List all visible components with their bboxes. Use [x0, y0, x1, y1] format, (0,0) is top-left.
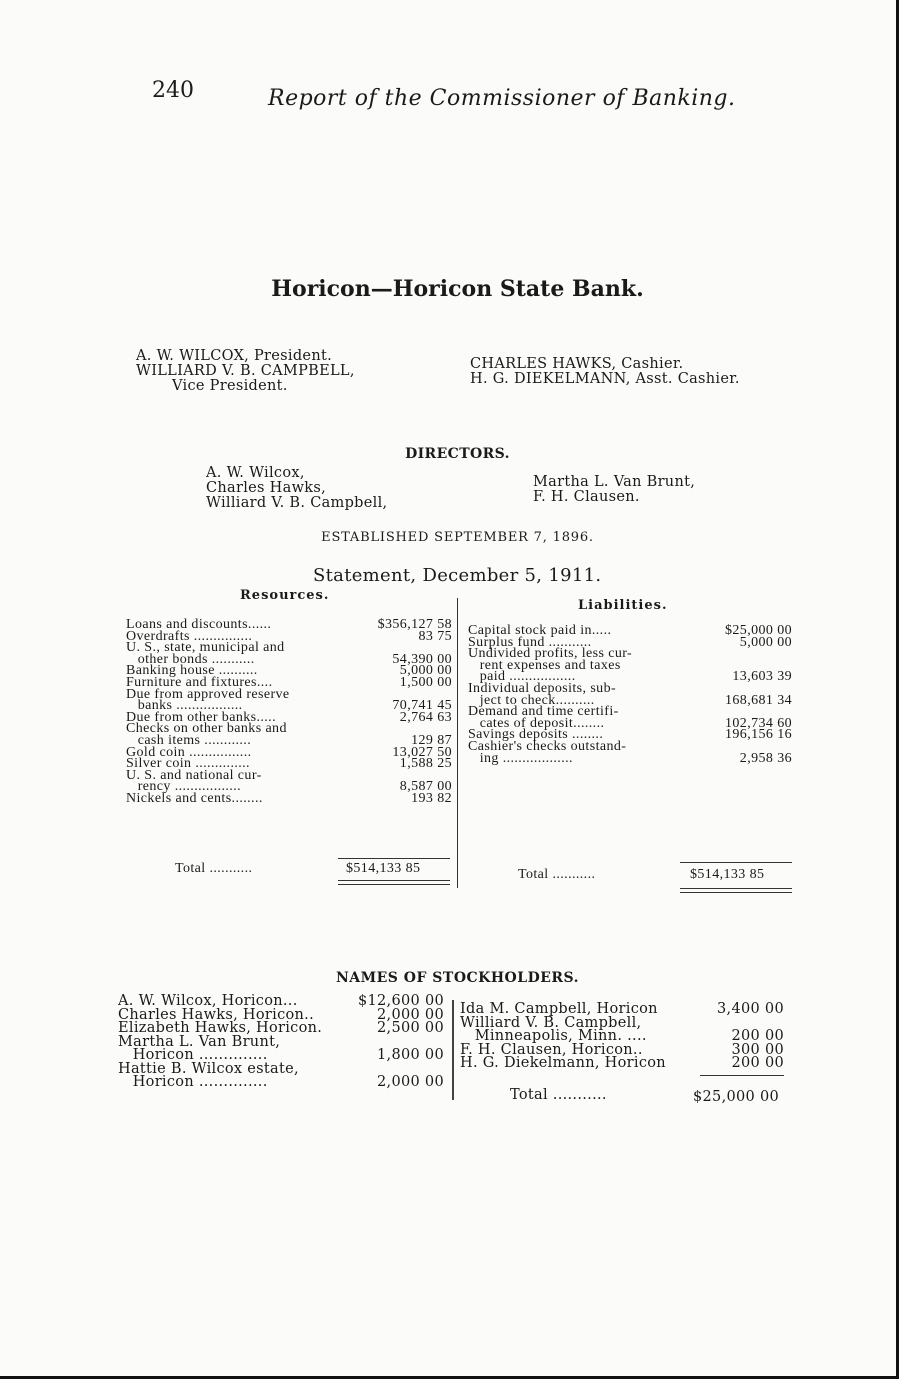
stockholders-total-label: Total ........... — [510, 1087, 607, 1103]
stockholder-amount: 2,000 00 — [377, 1006, 444, 1023]
ledger-label: Loans and discounts...... — [126, 617, 272, 632]
director-name: Charles Hawks, — [206, 480, 327, 496]
ledger-label: Furniture and fixtures.... — [126, 674, 273, 690]
stockholder-name: Horicon .............. — [118, 1074, 268, 1090]
stockholder-amount: 2,000 00 — [377, 1074, 444, 1090]
ledger-label: Due from other banks..... — [126, 709, 276, 725]
bank-title: Horicon—Horicon State Bank. — [271, 276, 644, 302]
ledger-amount: 5,000 00 — [739, 634, 792, 650]
ledger-label: Due from approved reserve — [126, 686, 290, 702]
ledger-label: ject to check.......... — [468, 692, 595, 708]
director-name: A. W. Wilcox, — [206, 465, 305, 481]
resources-total: $514,133 85 — [346, 861, 421, 876]
stockholders-total: $25,000 00 — [693, 1089, 780, 1105]
resources-heading: Resources. — [240, 588, 330, 603]
stockholder-name: H. G. Diekelmann, Horicon — [460, 1055, 666, 1071]
resources-list — [126, 619, 454, 805]
double-rule — [338, 880, 450, 881]
director-name: Martha L. Van Brunt, — [533, 474, 696, 490]
stockholder-amount: 1,800 00 — [377, 1047, 444, 1063]
stockholder-name: Williard V. B. Campbell, — [460, 1014, 642, 1031]
ledger-label: Capital stock paid in..... — [468, 623, 612, 638]
stockholder-name: Ida M. Campbell, Horicon — [460, 1001, 658, 1017]
officer-vice-president-title: Vice President. — [172, 378, 288, 394]
ledger-amount: 13,027 50 — [392, 744, 452, 760]
ledger-label: Gold coin ................ — [126, 744, 252, 760]
total-rule — [700, 1075, 784, 1076]
ledger-label: Nickels and cents........ — [126, 790, 263, 806]
statement-title: Statement, December 5, 1911. — [313, 565, 602, 586]
ledger-amount: 102,734 60 — [725, 715, 792, 731]
ledger-label: banks ................. — [126, 698, 243, 714]
ledger-amount: 54,390 00 — [392, 651, 452, 667]
ledger-row — [126, 790, 454, 806]
stockholder-amount: 3,400 00 — [717, 1001, 784, 1017]
ledger-amount: 8,587 00 — [399, 779, 452, 795]
stockholder-name: Minneapolis, Minn. .... — [460, 1028, 647, 1044]
ledger-label: cash items ............ — [126, 732, 252, 748]
stockholder-amount: 200 00 — [731, 1028, 784, 1044]
column-divider — [457, 598, 458, 888]
ledger-label: paid ................. — [468, 669, 576, 685]
ledger-label: other bonds ........... — [126, 651, 255, 667]
officer-president: A. W. WILCOX, President. — [136, 348, 332, 364]
stockholders-left — [118, 995, 446, 1090]
ledger-amount: 5,000 00 — [399, 663, 452, 679]
liabilities-list — [468, 625, 794, 764]
liabilities-total: $514,133 85 — [690, 867, 765, 882]
total-rule — [680, 862, 792, 863]
directors-heading: DIRECTORS. — [405, 446, 510, 462]
double-rule — [680, 888, 792, 889]
ledger-amount: 2,764 63 — [399, 709, 452, 725]
officers-left — [136, 349, 355, 394]
ledger-amount: 83 75 — [418, 628, 452, 644]
ledger-amount: 129 87 — [411, 732, 452, 748]
ledger-amount: $25,000 00 — [725, 623, 792, 638]
stockholder-amount: 2,500 00 — [377, 1020, 444, 1036]
ledger-amount: 70,741 45 — [392, 698, 452, 714]
ledger-label: Demand and time certifi- — [468, 704, 619, 720]
running-title: Report of the Commissioner of Banking. — [268, 86, 736, 111]
ledger-amount: 2,958 36 — [739, 750, 792, 766]
stockholders-divider — [452, 1000, 454, 1100]
ledger-label: Checks on other banks and — [126, 721, 287, 737]
stockholder-name: A. W. Wilcox, Horicon... — [118, 993, 298, 1009]
director-name: Williard V. B. Campbell, — [206, 495, 388, 511]
stockholder-name: Martha L. Van Brunt, — [118, 1033, 281, 1050]
ledger-label: Undivided profits, less cur- — [468, 646, 633, 662]
ledger-amount: 193 82 — [411, 790, 452, 806]
ledger-amount: 196,156 16 — [725, 727, 792, 743]
ledger-label: U. S., state, municipal and — [126, 640, 285, 656]
ledger-amount: 1,500 00 — [399, 674, 452, 690]
ledger-label: Savings deposits ........ — [468, 727, 604, 743]
stockholders-heading: NAMES OF STOCKHOLDERS. — [335, 970, 580, 986]
ledger-label: rent expenses and taxes — [468, 657, 621, 673]
officer-asst-cashier: H. G. DIEKELMANN, Asst. Cashier. — [470, 371, 740, 387]
ledger-label: Cashier's checks outstand- — [468, 738, 627, 754]
ledger-label: Individual deposits, sub- — [468, 680, 617, 696]
ledger-row — [468, 750, 794, 766]
ledger-amount: 168,681 34 — [725, 692, 792, 708]
ledger-label: Surplus fund ........... — [468, 634, 592, 650]
stockholder-name: Elizabeth Hawks, Horicon. — [118, 1020, 323, 1036]
double-rule — [338, 884, 450, 885]
directors-left — [206, 466, 387, 511]
stockholder-name: Charles Hawks, Horicon.. — [118, 1006, 314, 1023]
stockholder-name: Horicon .............. — [118, 1047, 268, 1063]
double-rule — [680, 892, 792, 893]
ledger-amount: $356,127 58 — [377, 617, 452, 632]
ledger-label: Banking house .......... — [126, 663, 258, 679]
directors-right — [533, 475, 695, 505]
officer-vice-president-name: WILLIARD V. B. CAMPBELL, — [136, 363, 355, 379]
stockholder-amount: 300 00 — [731, 1041, 784, 1058]
ledger-label: cates of deposit........ — [468, 715, 605, 731]
ledger-label: ing .................. — [468, 750, 573, 766]
established-line: ESTABLISHED SEPTEMBER 7, 1896. — [321, 530, 594, 545]
stockholders-right — [460, 1003, 786, 1071]
stockholder-row — [460, 1057, 786, 1071]
stockholder-amount: $12,600 00 — [357, 993, 444, 1009]
total-rule — [338, 858, 450, 859]
ledger-label: U. S. and national cur- — [126, 767, 262, 783]
stockholder-row — [118, 1076, 446, 1090]
liabilities-heading: Liabilities. — [578, 598, 668, 613]
ledger-label: Overdrafts ............... — [126, 628, 253, 644]
ledger-amount: 13,603 39 — [732, 669, 792, 685]
stockholder-name: Hattie B. Wilcox estate, — [118, 1060, 299, 1077]
page-number: 240 — [152, 78, 194, 103]
stockholder-amount: 200 00 — [731, 1055, 784, 1071]
director-name: F. H. Clausen. — [533, 489, 640, 505]
ledger-label: Silver coin .............. — [126, 756, 250, 772]
liabilities-total-label: Total ........... — [518, 867, 596, 882]
officers-right — [470, 357, 740, 387]
officer-cashier: CHARLES HAWKS, Cashier. — [470, 356, 684, 372]
ledger-label: rency ................. — [126, 779, 241, 795]
resources-total-label: Total ........... — [175, 861, 253, 876]
ledger-amount: 1,588 25 — [399, 756, 452, 772]
stockholder-name: F. H. Clausen, Horicon.. — [460, 1041, 643, 1058]
